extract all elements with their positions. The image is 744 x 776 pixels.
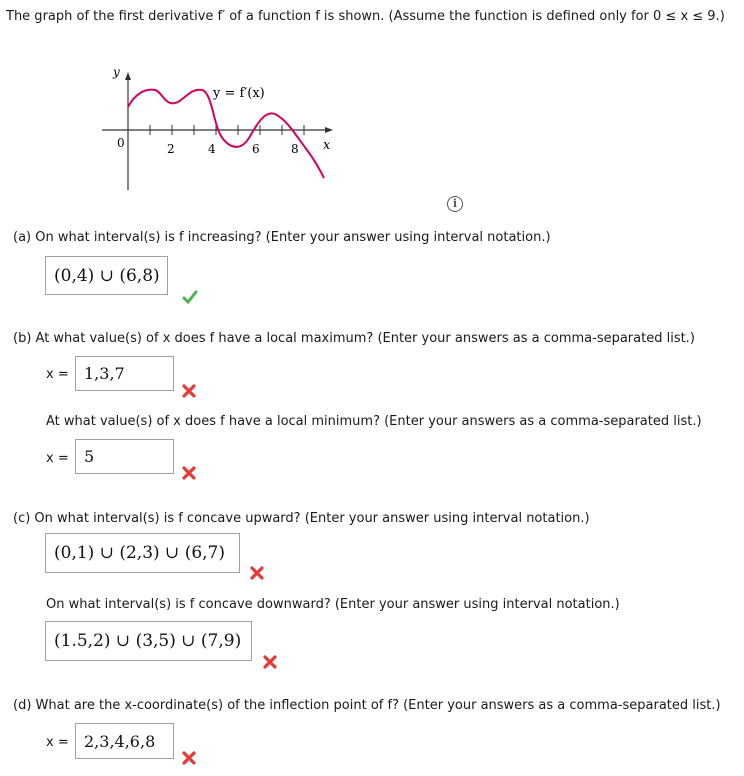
question-b-max: (b) At what value(s) of x does f have a local maximum? (Enter your answers as a comma-separated list.) — [13, 331, 695, 346]
x-equals-label-min: x = — [46, 451, 69, 466]
x-axis-label: x — [323, 138, 331, 153]
cross-icon — [181, 465, 197, 481]
intro-text: The graph of the first derivative f′ of a function f is shown. (Assume the function is defined only for 0 ≤ x ≤ 9.) — [6, 9, 725, 24]
question-a: (a) On what interval(s) is f increasing? (Enter your answer using interval notation.) — [13, 230, 551, 245]
cross-icon — [262, 654, 278, 670]
answer-d-input[interactable]: 2,3,4,6,8 — [75, 723, 174, 759]
answer-a-input[interactable]: (0,4) ∪ (6,8) — [45, 256, 168, 295]
y-axis-arrow — [125, 72, 131, 80]
check-icon — [182, 289, 198, 305]
x-equals-label-d: x = — [46, 735, 69, 750]
x-equals-label-max: x = — [46, 367, 69, 382]
curve-label: y = f′(x) — [213, 86, 265, 101]
tick-label-4: 4 — [208, 142, 216, 156]
question-b-min: At what value(s) of x does f have a local minimum? (Enter your answers as a comma-separated list.) — [46, 414, 702, 429]
answer-b-max-input[interactable]: 1,3,7 — [75, 356, 174, 391]
answer-c-down-input[interactable]: (1.5,2) ∪ (3,5) ∪ (7,9) — [45, 621, 252, 661]
y-axis-label: y — [113, 65, 120, 79]
answer-b-min-input[interactable]: 5 — [75, 439, 174, 474]
info-icon[interactable]: i — [447, 196, 463, 212]
tick-label-2: 2 — [167, 142, 175, 156]
cross-icon — [181, 383, 197, 399]
derivative-graph — [95, 58, 345, 198]
tick-label-0: 0 — [117, 136, 125, 150]
tick-label-8: 8 — [291, 142, 299, 156]
derivative-curve — [128, 90, 324, 178]
question-c-down: On what interval(s) is f concave downward? (Enter your answer using interval notation.) — [46, 597, 620, 612]
question-d: (d) What are the x-coordinate(s) of the inflection point of f? (Enter your answers as a comma-separated list.) — [13, 698, 721, 713]
answer-c-up-input[interactable]: (0,1) ∪ (2,3) ∪ (6,7) — [45, 533, 240, 573]
question-c-up: (c) On what interval(s) is f concave upward? (Enter your answer using interval notation.) — [13, 511, 590, 526]
cross-icon — [249, 565, 265, 581]
x-axis-arrow — [325, 127, 333, 133]
cross-icon — [181, 750, 197, 766]
tick-label-6: 6 — [252, 142, 260, 156]
